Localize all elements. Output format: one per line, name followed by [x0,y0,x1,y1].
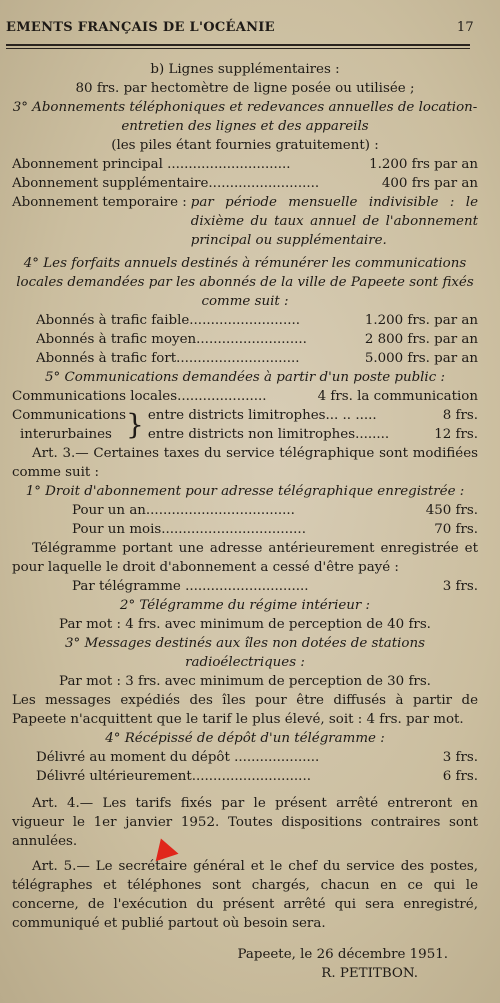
art3-sub2-line: Par mot : 4 frs. avec minimum de perception de 40 frs. [59,617,431,632]
tariff-label: Abonnement supplémentaire.......................... [12,176,320,191]
tariff-value: 450 frs. [425,503,478,518]
section-5-heading: 5° Communications demandées à partir d'un poste public : [45,370,445,385]
interurban-label-line: interurbaines [20,427,112,442]
page-header [6,20,474,42]
tariff-value: 3 frs. [442,750,478,765]
tariff-label: Pour un an................................... [72,503,295,518]
tariff-value: 2 800 frs. par an [364,332,478,347]
temporary-text: par période mensuelle indivisible : le dixième du taux annuel de l'abonnement principal ou supplémentaire. [190,195,478,248]
interurban-rows [148,406,478,444]
page-number: 17 [456,20,474,35]
temporary-label: Abonnement temporaire : [12,195,187,210]
section-b-heading: b) Lignes supplémentaires : [150,62,340,77]
tariff-row [12,155,478,174]
tariff-value: 70 frs. [434,522,478,537]
tariff-value: 3 frs. [442,579,478,594]
art3-sub4-heading: 4° Récépissé de dépôt d'un télégramme : [105,731,385,746]
tariff-row [12,387,478,406]
tariff-label: Abonnement principal ............................. [12,157,291,172]
tariff-label: Abonnés à trafic faible.......................... [36,313,300,328]
interurban-block [12,406,478,444]
tariff-row [12,767,478,786]
art3-sub3-heading: 3° Messages destinés aux îles non dotées de stations radioélectriques : [65,636,425,670]
tariff-label: entre districts limitrophes... .. ..... [147,408,377,423]
tariff-row [12,330,478,349]
art3-sub3-text: Les messages expédiés des îles pour être diffusés à partir de Papeete n'acquittent que le tarif le plus élevé, soit : 4 frs. par mot. [12,693,478,727]
header-title: EMENTS FRANÇAIS DE L'OCÉANIE [6,20,275,35]
tariff-value: 6 frs. [442,769,478,784]
temporary-subscription [12,193,478,250]
art3-sub2-heading: 2° Télégramme du régime intérieur : [119,598,371,613]
article-5-text: Art. 5.— Le secrétaire général et le chef du service des postes, télégraphes et téléphones sont chargés, chacun en ce qui le concerne, de l'exécution du présent arrêté qui sera enregistré, communiqué et publié partout où besoin sera. [12,859,478,931]
section-b-line: 80 frs. par hectomètre de ligne posée ou utilisée ; [75,81,415,96]
tariff-label: Abonnés à trafic fort............................. [36,351,300,366]
art3-sub1-heading: 1° Droit d'abonnement pour adresse télégraphique enregistrée : [25,484,465,499]
tariff-value: 12 frs. [434,427,478,442]
section-3-heading: 3° Abonnements téléphoniques et redevances annuelles de location-entretien des lignes et des appareils [12,100,478,134]
tariff-row [12,501,478,520]
interurban-label-line: Communications [12,408,126,423]
tariff-row [12,748,478,767]
tariff-label: Par télégramme ............................. [72,579,309,594]
tariff-label: entre districts non limitrophes........ [147,427,390,442]
tariff-value: 1.200 frs par an [369,157,478,172]
tariff-value: 8 frs. [442,408,478,423]
tariff-value: 400 frs par an [381,176,478,191]
tariff-row [12,174,478,193]
brace-symbol: } [126,408,144,441]
tariff-value: 4 frs. la communication [317,389,478,404]
signature-name: R. PETITBON. [321,966,418,981]
tariff-row [12,520,478,539]
header-rule [6,44,470,46]
tariff-label: Délivré ultérieurement............................ [36,769,311,784]
article-4-text: Art. 4.— Les tarifs fixés par le présent arrêté entreront en vigueur le 1er janvier 1952. Toutes dispositions contraires sont annulées. [12,796,478,849]
art3-sub3-line: Par mot : 3 frs. avec minimum de perception de 30 frs. [59,674,431,689]
tariff-label: Abonnés à trafic moyen.......................... [36,332,307,347]
article-3-text: Art. 3.— Certaines taxes du service télégraphique sont modifiées comme suit : [12,446,478,480]
tariff-row [148,406,478,425]
tariff-label: Pour un mois.................................. [72,522,306,537]
interurban-label [12,406,126,444]
tariff-row [148,425,478,444]
tariff-row [12,349,478,368]
tariff-row [12,311,478,330]
tariff-row [12,577,478,596]
section-3-note: (les piles étant fournies gratuitement) : [111,138,379,153]
document-page [6,0,496,1003]
section-4-heading: 4° Les forfaits annuels destinés à rémunérer les communications locales demandées par les abonnés de la ville de Papeete sont fixés comme suit : [16,256,474,309]
document-body [12,60,478,983]
tariff-label: Délivré au moment du dépôt .................... [36,750,320,765]
tariff-value: 1.200 frs. par an [364,313,478,328]
header-rule-thin [6,48,470,49]
signature-place-date: Papeete, le 26 décembre 1951. [237,947,448,962]
telegram-text: Télégramme portant une adresse antérieurement enregistrée et pour laquelle le droit d'abonnement a cessé d'être payé : [12,541,478,575]
tariff-value: 5.000 frs. par an [364,351,478,366]
tariff-label: Communications locales..................... [12,389,267,404]
